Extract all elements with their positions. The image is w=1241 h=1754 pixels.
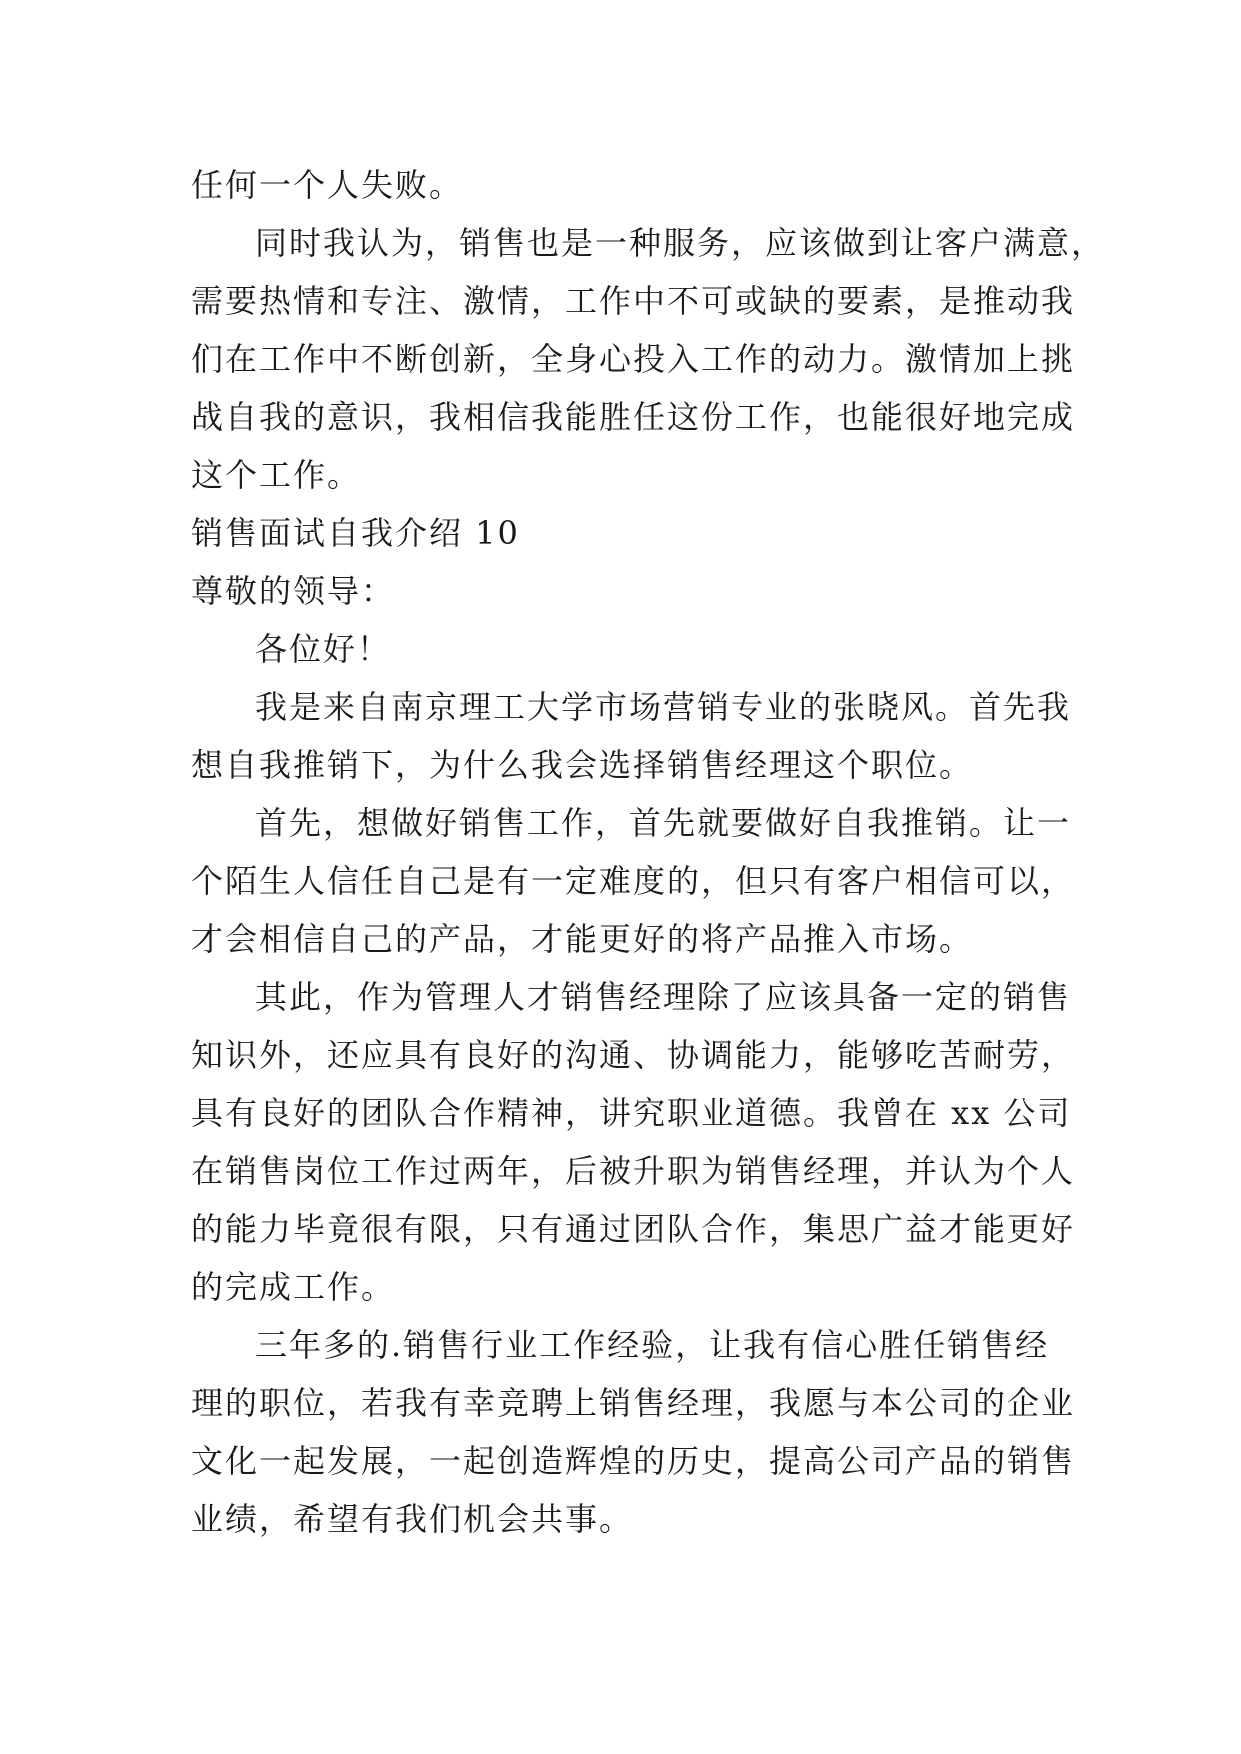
paragraph-line: 其此，作为管理人才销售经理除了应该具备一定的销售 [255,978,1072,1016]
paragraph-line: 的能力毕竟很有限，只有通过团队合作，集思广益才能更好 [191,1210,1076,1248]
salutation: 尊敬的领导： [191,572,396,610]
paragraph-line: 业绩，希望有我们机会共事。 [191,1500,634,1538]
paragraph-line: 理的职位，若我有幸竞聘上销售经理，我愿与本公司的企业 [191,1384,1076,1422]
paragraph-line: 我是来自南京理工大学市场营销专业的张晓风。首先我 [255,688,1072,726]
paragraph-line: 才会相信自己的产品，才能更好的将产品推入市场。 [191,920,974,958]
paragraph-line: 知识外，还应具有良好的沟通、协调能力，能够吃苦耐劳， [191,1036,1076,1074]
paragraph-line: 这个工作。 [191,456,362,494]
greeting: 各位好！ [255,630,392,668]
paragraph-line: 想自我推销下，为什么我会选择销售经理这个职位。 [191,746,974,784]
section-heading: 销售面试自我介绍 10 [191,514,520,552]
paragraph-line: 在销售岗位工作过两年，后被升职为销售经理，并认为个人 [191,1152,1076,1190]
paragraph-line: 们在工作中不断创新，全身心投入工作的动力。激情加上挑 [191,340,1076,378]
paragraph-line: 首先，想做好销售工作，首先就要做好自我推销。让一 [255,804,1072,842]
paragraph-line: 文化一起发展，一起创造辉煌的历史，提高公司产品的销售 [191,1442,1076,1480]
paragraph-line: 具有良好的团队合作精神，讲究职业道德。我曾在 xx 公司 [191,1094,1072,1132]
paragraph-line: 战自我的意识，我相信我能胜任这份工作，也能很好地完成 [191,398,1076,436]
paragraph-line: 同时我认为，销售也是一种服务，应该做到让客户满意， [255,224,1106,262]
document-body [191,156,1106,1548]
paragraph-line: 的完成工作。 [191,1268,396,1306]
paragraph-line: 三年多的.销售行业工作经验，让我有信心胜任销售经 [255,1326,1050,1364]
paragraph-line: 需要热情和专注、激情，工作中不可或缺的要素，是推动我 [191,282,1076,320]
paragraph-line: 任何一个人失败。 [191,166,464,204]
paragraph-line: 个陌生人信任自己是有一定难度的，但只有客户相信可以， [191,862,1076,900]
